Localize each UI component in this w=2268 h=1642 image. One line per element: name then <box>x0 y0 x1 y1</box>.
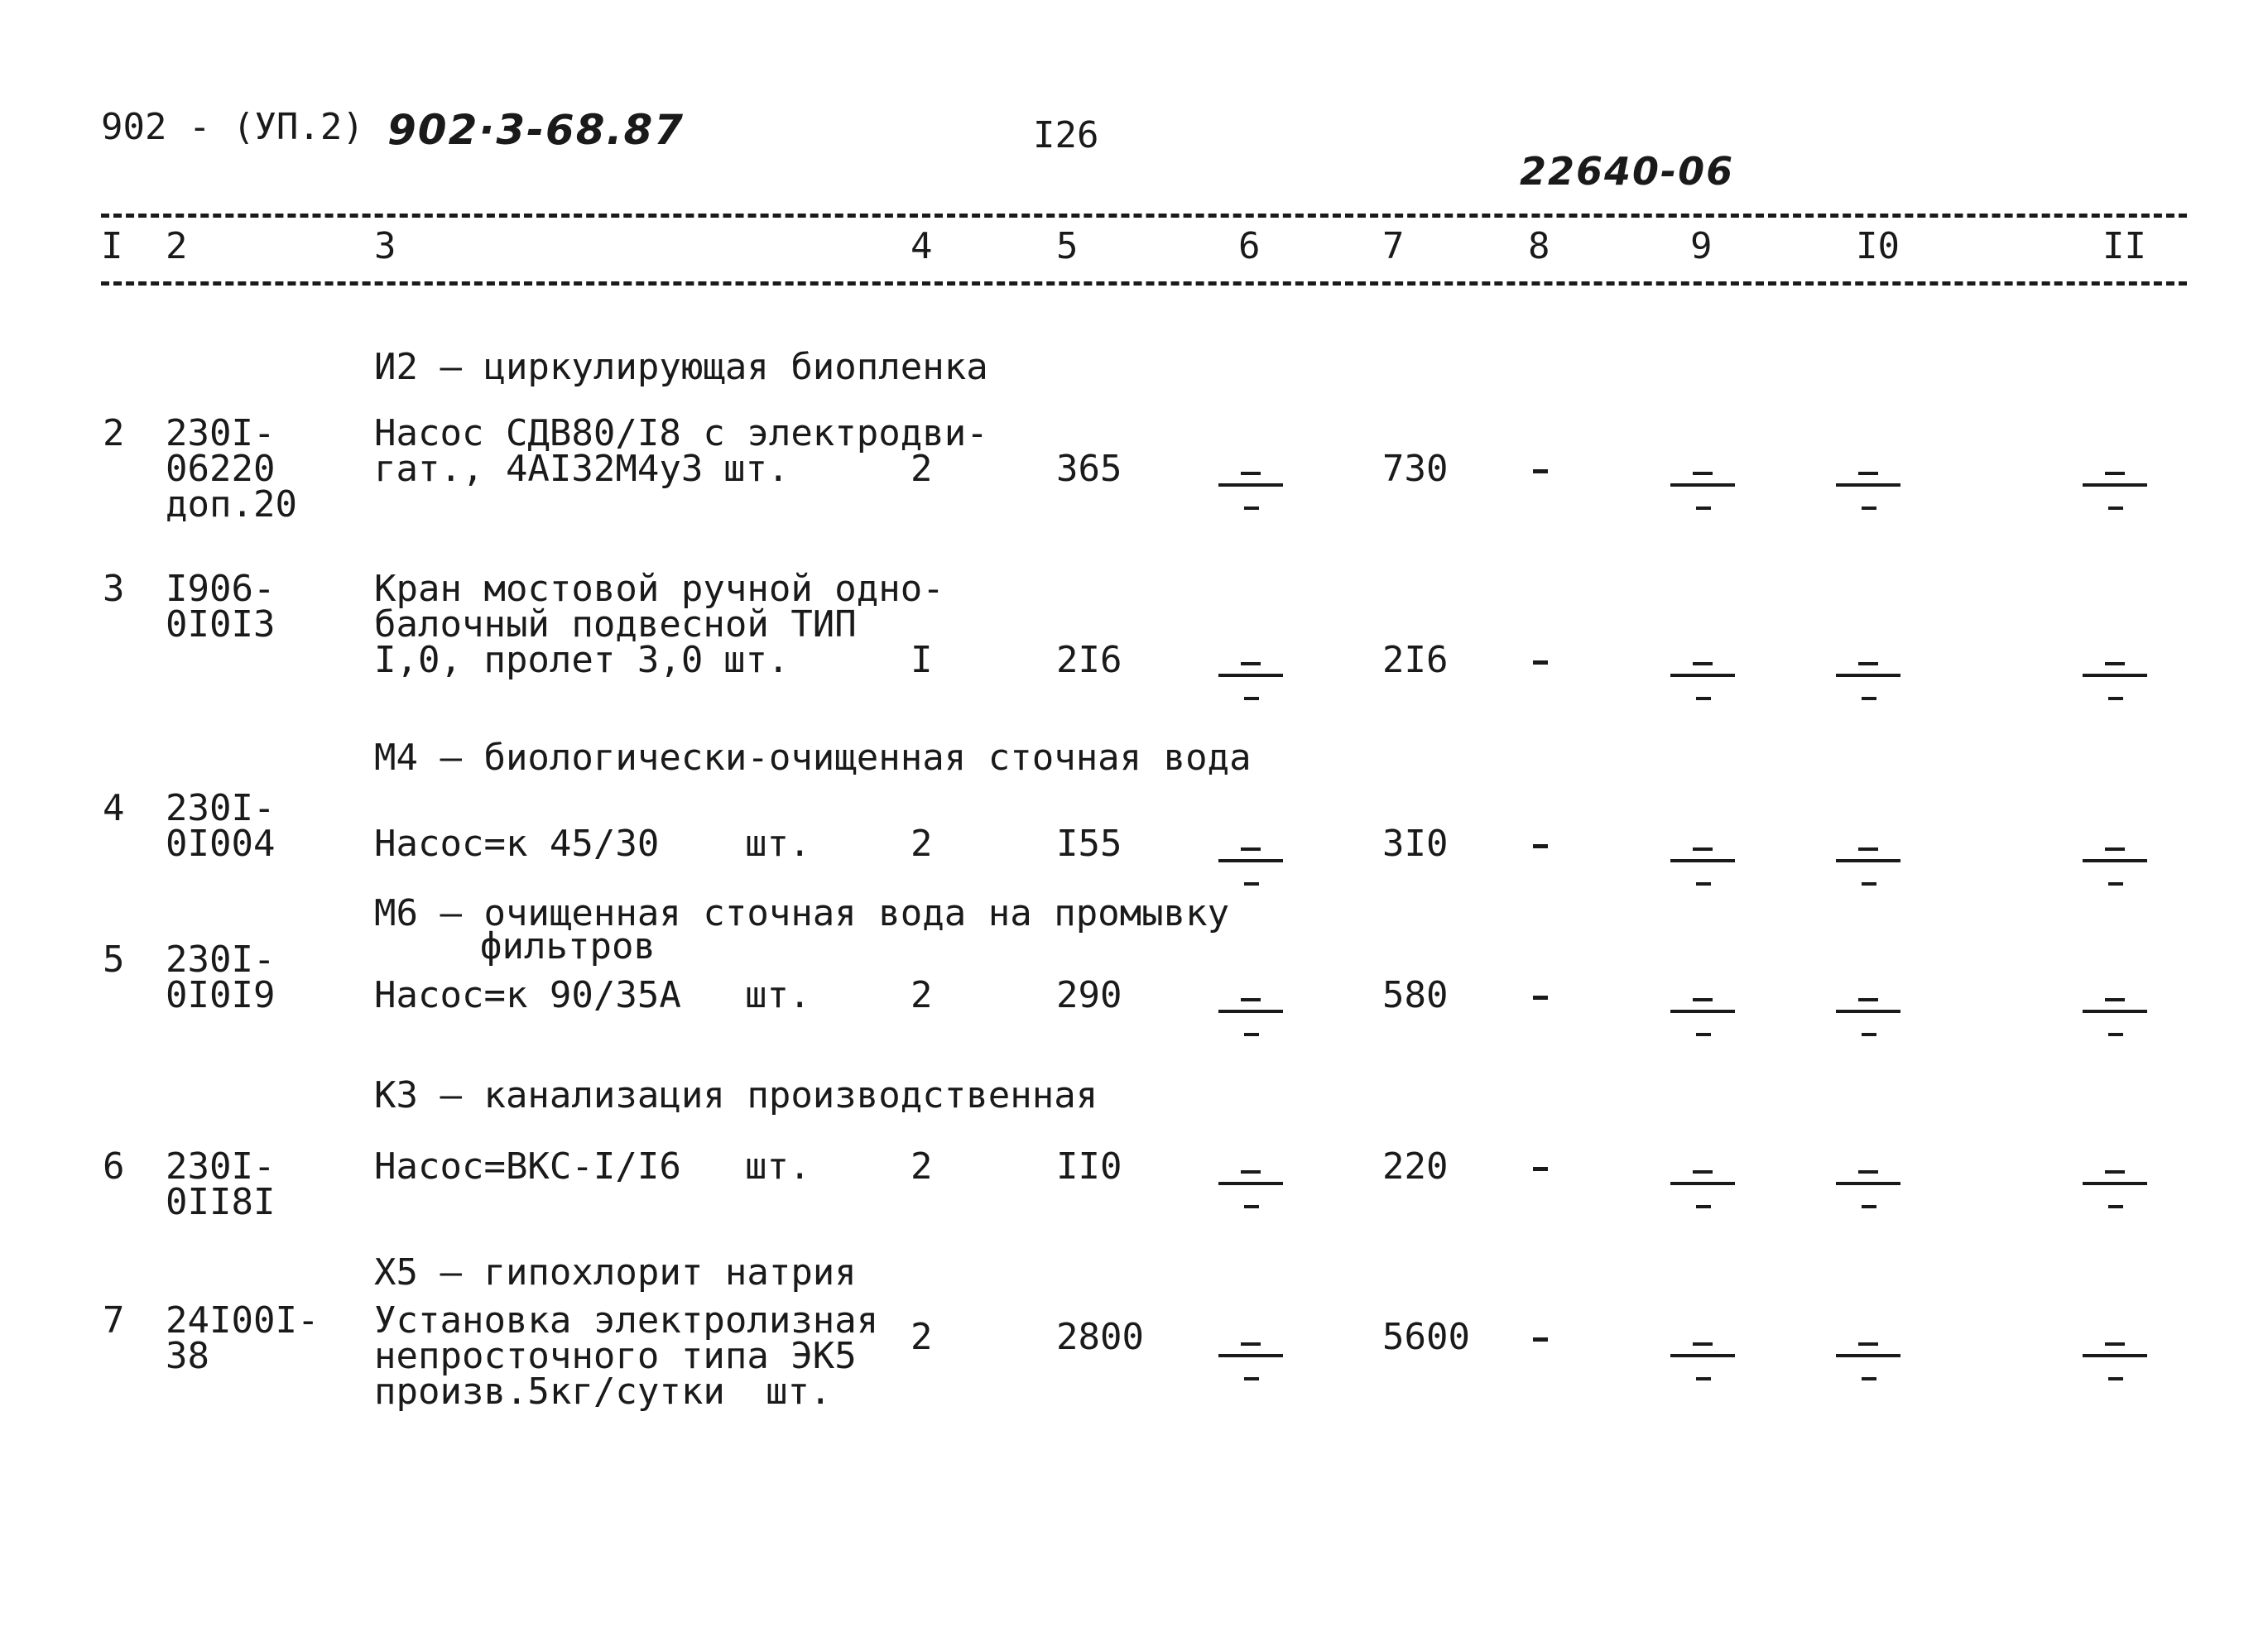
row-total: 5600 <box>1382 1316 1470 1358</box>
empty-fraction-mark <box>1836 1170 1900 1212</box>
row-quantity: 2 <box>911 823 933 865</box>
empty-fraction-mark <box>2083 472 2147 513</box>
section-heading: М4 – биологически-очищенная сточная вода <box>374 737 1252 779</box>
empty-fraction-mark <box>2083 998 2147 1039</box>
row-code-line: 0I0I3 <box>166 603 276 646</box>
row-col8-dash <box>1533 469 1548 473</box>
empty-fraction-mark <box>2083 662 2147 703</box>
row-number: 5 <box>103 939 125 981</box>
row-code-line: 0II8I <box>166 1181 276 1223</box>
row-name-line: балочный подвесной ТИП <box>374 603 857 646</box>
empty-fraction-mark <box>1670 662 1735 703</box>
row-quantity: 2 <box>911 448 933 490</box>
series-label: 902 - (УП.2) <box>101 106 364 148</box>
row-unit: шт. <box>723 448 790 490</box>
row-code-line: доп.20 <box>166 483 297 526</box>
row-unit-price: 2800 <box>1056 1316 1144 1358</box>
row-total: 2I6 <box>1382 639 1449 681</box>
row-name-line: Насос=к 45/30 <box>374 823 660 865</box>
row-name-line: Кран мостовой ручной одно- <box>374 568 944 610</box>
section-heading: К3 – канализация производственная <box>374 1074 1098 1116</box>
empty-fraction-mark <box>1218 1342 1283 1384</box>
column-number-2: 2 <box>166 225 188 267</box>
empty-fraction-mark <box>1836 662 1900 703</box>
row-col8-dash <box>1533 996 1548 1000</box>
empty-fraction-mark <box>2083 1170 2147 1212</box>
row-code-line: 38 <box>166 1335 209 1377</box>
row-name-line: Насос=к 90/35А <box>374 974 681 1016</box>
empty-fraction-mark <box>2083 1342 2147 1384</box>
row-unit-price: I55 <box>1056 823 1122 865</box>
header-top-rule <box>101 214 2187 218</box>
row-name-line: Насос СДВ80/I8 с электродви- <box>374 412 988 454</box>
row-name-line: непросточного типа ЭК5 <box>374 1335 857 1377</box>
empty-fraction-mark <box>1836 1342 1900 1384</box>
row-name-line: произв.5кг/сутки <box>374 1371 725 1413</box>
row-col8-dash <box>1533 1167 1548 1171</box>
empty-fraction-mark <box>1218 998 1283 1039</box>
column-number-5: 5 <box>1056 225 1079 267</box>
row-unit: шт. <box>745 974 811 1016</box>
row-quantity: 2 <box>911 974 933 1016</box>
row-col8-dash <box>1533 660 1548 665</box>
row-number: 3 <box>103 568 125 610</box>
row-unit: шт. <box>745 1145 811 1188</box>
handwritten-document-number: 22640-06 <box>1520 149 1735 194</box>
empty-fraction-mark <box>1836 998 1900 1039</box>
column-number-8: 8 <box>1528 225 1550 267</box>
row-name-line: Установка электролизная <box>374 1299 879 1342</box>
empty-fraction-mark <box>1670 472 1735 513</box>
row-unit-price: 2I6 <box>1056 639 1122 681</box>
column-number-7: 7 <box>1382 225 1405 267</box>
column-number-1: I <box>101 225 123 267</box>
row-unit-price: II0 <box>1056 1145 1122 1188</box>
row-number: 2 <box>103 412 125 454</box>
row-total: 730 <box>1382 448 1449 490</box>
row-col8-dash <box>1533 844 1548 848</box>
row-code-line: 230I- <box>166 1145 276 1188</box>
column-number-11: II <box>2102 225 2146 267</box>
empty-fraction-mark <box>1836 472 1900 513</box>
empty-fraction-mark <box>1836 847 1900 889</box>
empty-fraction-mark <box>1670 1170 1735 1212</box>
row-total: 580 <box>1382 974 1449 1016</box>
row-total: 220 <box>1382 1145 1449 1188</box>
row-quantity: I <box>911 639 933 681</box>
row-col8-dash <box>1533 1337 1548 1342</box>
header-bottom-rule <box>101 281 2187 286</box>
empty-fraction-mark <box>1218 1170 1283 1212</box>
section-heading: М6 – очищенная сточная вода на промывку <box>374 892 1230 934</box>
empty-fraction-mark <box>1218 662 1283 703</box>
column-number-6: 6 <box>1238 225 1261 267</box>
row-code-line: 06220 <box>166 448 276 490</box>
row-code-line: 230I- <box>166 787 276 829</box>
column-number-10: I0 <box>1856 225 1900 267</box>
row-name-line: гат., 4АI32М4у3 <box>374 448 704 490</box>
page-number: I26 <box>1033 114 1099 156</box>
row-quantity: 2 <box>911 1145 933 1188</box>
empty-fraction-mark <box>1670 998 1735 1039</box>
row-code-line: 0I0I9 <box>166 974 276 1016</box>
row-code-line: I906- <box>166 568 276 610</box>
empty-fraction-mark <box>2083 847 2147 889</box>
column-number-3: 3 <box>374 225 396 267</box>
row-unit-price: 290 <box>1056 974 1122 1016</box>
row-total: 3I0 <box>1382 823 1449 865</box>
row-number: 4 <box>103 787 125 829</box>
empty-fraction-mark <box>1670 1342 1735 1384</box>
row-quantity: 2 <box>911 1316 933 1358</box>
row-number: 6 <box>103 1145 125 1188</box>
section-heading: Х5 – гипохлорит натрия <box>374 1251 857 1294</box>
row-unit: шт. <box>766 1371 832 1413</box>
column-number-4: 4 <box>911 225 933 267</box>
row-unit: шт. <box>745 823 811 865</box>
empty-fraction-mark <box>1670 847 1735 889</box>
row-name-line: I,0, пролет 3,0 <box>374 639 704 681</box>
row-code-line: 230I- <box>166 939 276 981</box>
column-number-9: 9 <box>1690 225 1713 267</box>
row-unit: шт. <box>723 639 790 681</box>
row-name-line: Насос=ВКС-I/I6 <box>374 1145 681 1188</box>
section-heading: И2 – циркулирующая биопленка <box>374 346 988 388</box>
row-code-line: 0I004 <box>166 823 276 865</box>
empty-fraction-mark <box>1218 472 1283 513</box>
section-heading-continuation: фильтров <box>480 925 656 967</box>
empty-fraction-mark <box>1218 847 1283 889</box>
handwritten-project-code: 902·3-68.87 <box>387 106 685 154</box>
row-unit-price: 365 <box>1056 448 1122 490</box>
row-code-line: 24I00I- <box>166 1299 320 1342</box>
row-code-line: 230I- <box>166 412 276 454</box>
row-number: 7 <box>103 1299 125 1342</box>
